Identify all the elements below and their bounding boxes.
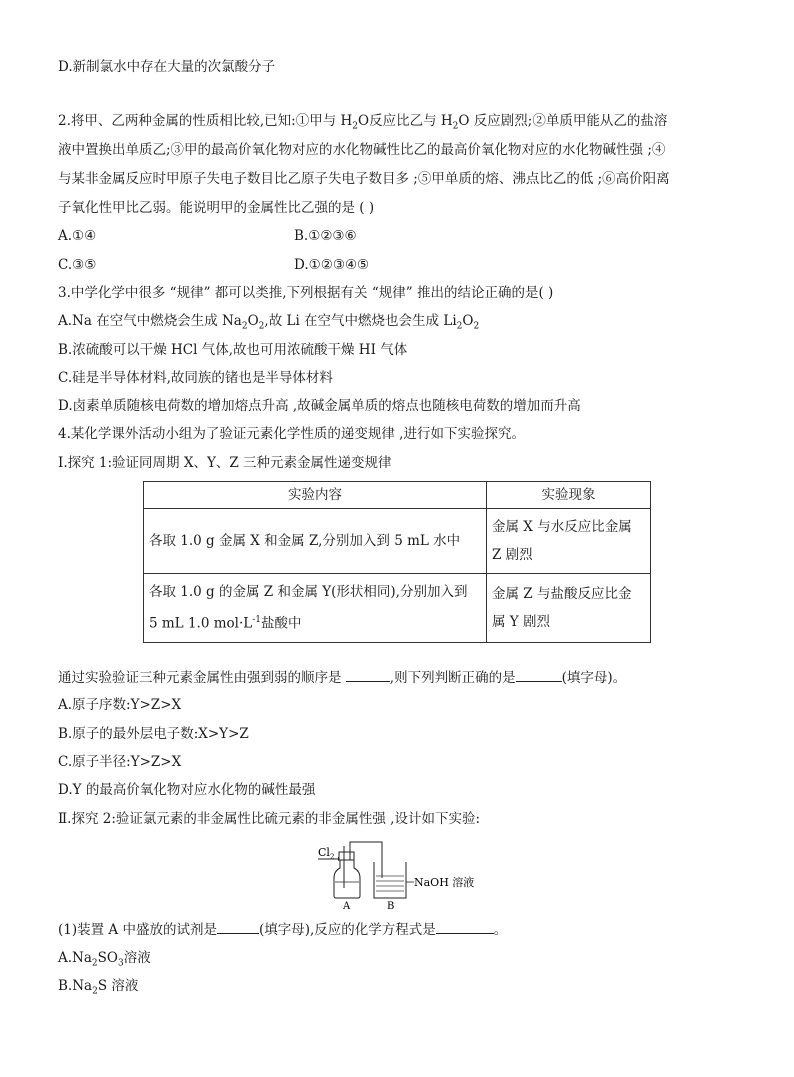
q4-stem: 4.某化学课外活动小组为了验证元素化学性质的递变规律 ,进行如下实验探究。	[58, 426, 525, 442]
q3-stem: 3.中学化学中很多 “规律” 都可以类推,下列根据有关 “规律” 推出的结论正确的是( )	[58, 285, 554, 301]
label-a: A	[343, 901, 351, 910]
reagent-option-b: $B.Na_2S$ 溶液	[58, 978, 139, 997]
answer-blank[interactable]	[516, 668, 562, 682]
q1-option-d: D.新制氯水中存在大量的次氯酸分子	[58, 59, 276, 75]
naoh-solution	[376, 876, 404, 891]
q4-option-b: B.原子的最外层电子数:X>Y>Z	[58, 726, 249, 742]
label-b: B	[387, 901, 395, 910]
table-cell-content: 各取 1.0 g 金属 X 和金属 Z,分别加入到 5 mL 水中	[144, 509, 487, 574]
cl2-label: $Cl_2$	[318, 846, 335, 861]
q2-option-a: A.①④	[58, 228, 97, 244]
q3-option-a: A.Na 在空气中燃烧会生成 $Na_2O_2$,故 Li 在空气中燃烧也会生成 $Li_2O_2$	[58, 313, 480, 332]
q2-stem-line2: 液中置换出单质乙;③甲的最高价氧化物对应的水化物碱性比乙的最高价氧化物对应的水化物碱性强 ;④	[58, 142, 666, 158]
naoh-label: NaOH 溶液	[414, 876, 475, 889]
experiment-table	[143, 481, 651, 643]
q2-stem-line4: 子氧化性甲比乙弱。能说明甲的金属性比乙强的是 ( )	[58, 200, 375, 216]
q4-option-a: A.原子序数:Y>Z>X	[58, 697, 182, 713]
table-cell-result: 金属 Z 与盐酸反应比金 属 Y 剧烈	[487, 574, 651, 643]
q4-part1-title: Ⅰ.探究 1:验证同周期 X、Y、Z 三种元素金属性递变规律	[58, 455, 392, 471]
answer-blank[interactable]	[436, 920, 494, 934]
q2-option-c: C.③⑤	[58, 257, 97, 273]
table-cell-result: 金属 X 与水反应比金属 Z 剧烈	[487, 509, 651, 574]
q2-stem-line1: 2.将甲、乙两种金属的性质相比较,已知:①甲与 $H_2O$反应比乙与 $H_2O$ 反应剧烈;②单质甲能从乙的盐溶	[58, 113, 668, 132]
table-header-result: 实验现象	[487, 482, 651, 509]
q2-stem-line3: 与某非金属反应时甲原子失电子数目比乙原子失电子数目多 ;⑤甲单质的熔、沸点比乙的低 ;⑥高价阳离	[58, 171, 670, 187]
q4-part2-title: Ⅱ.探究 2:验证氯元素的非金属性比硫元素的非金属性强 ,设计如下实验:	[58, 811, 481, 827]
answer-blank[interactable]	[346, 668, 390, 682]
q3-option-b: B.浓硫酸可以干燥 HCl 气体,故也可用浓硫酸干燥 HI 气体	[58, 342, 408, 358]
q3-option-c: C.硅是半导体材料,故同族的锗也是半导体材料	[58, 370, 333, 386]
answer-blank[interactable]	[217, 920, 259, 934]
table-row	[144, 509, 651, 574]
table-header-content: 实验内容	[144, 482, 487, 509]
q2-option-d: D.①②③④⑤	[294, 257, 370, 273]
connecting-tube	[350, 842, 382, 878]
table-row	[144, 574, 651, 643]
stopper	[339, 852, 354, 860]
q4-order-question: 通过实验验证三种元素金属性由强到弱的顺序是 ,则下列判断正确的是 (填字母)。	[58, 670, 627, 686]
q4-option-c: C.原子半径:Y>Z>X	[58, 754, 182, 770]
apparatus-diagram	[310, 838, 500, 910]
q2-option-b: B.①②③⑥	[294, 228, 357, 244]
reagent-option-a: $A.Na_2SO_3$溶液	[58, 950, 151, 969]
bottle-a	[334, 860, 360, 898]
table-cell-content: 各取 1.0 g 的金属 Z 和金属 Y(形状相同),分别加入到 5 mL 1.0 $mol\cdot L^{-1}$盐酸中	[144, 574, 487, 643]
q4-subquestion-1: (1)装置 A 中盛放的试剂是 (填字母),反应的化学方程式是 。	[58, 922, 508, 938]
q4-option-d: D.Y 的最高价氧化物对应水化物的碱性最强	[58, 782, 316, 798]
table-header-row	[144, 482, 651, 509]
q3-option-d: D.卤素单质随核电荷数的增加熔点升高 ,故碱金属单质的熔点也随核电荷数的增加而升高	[58, 398, 581, 414]
beaker-b	[374, 862, 406, 898]
